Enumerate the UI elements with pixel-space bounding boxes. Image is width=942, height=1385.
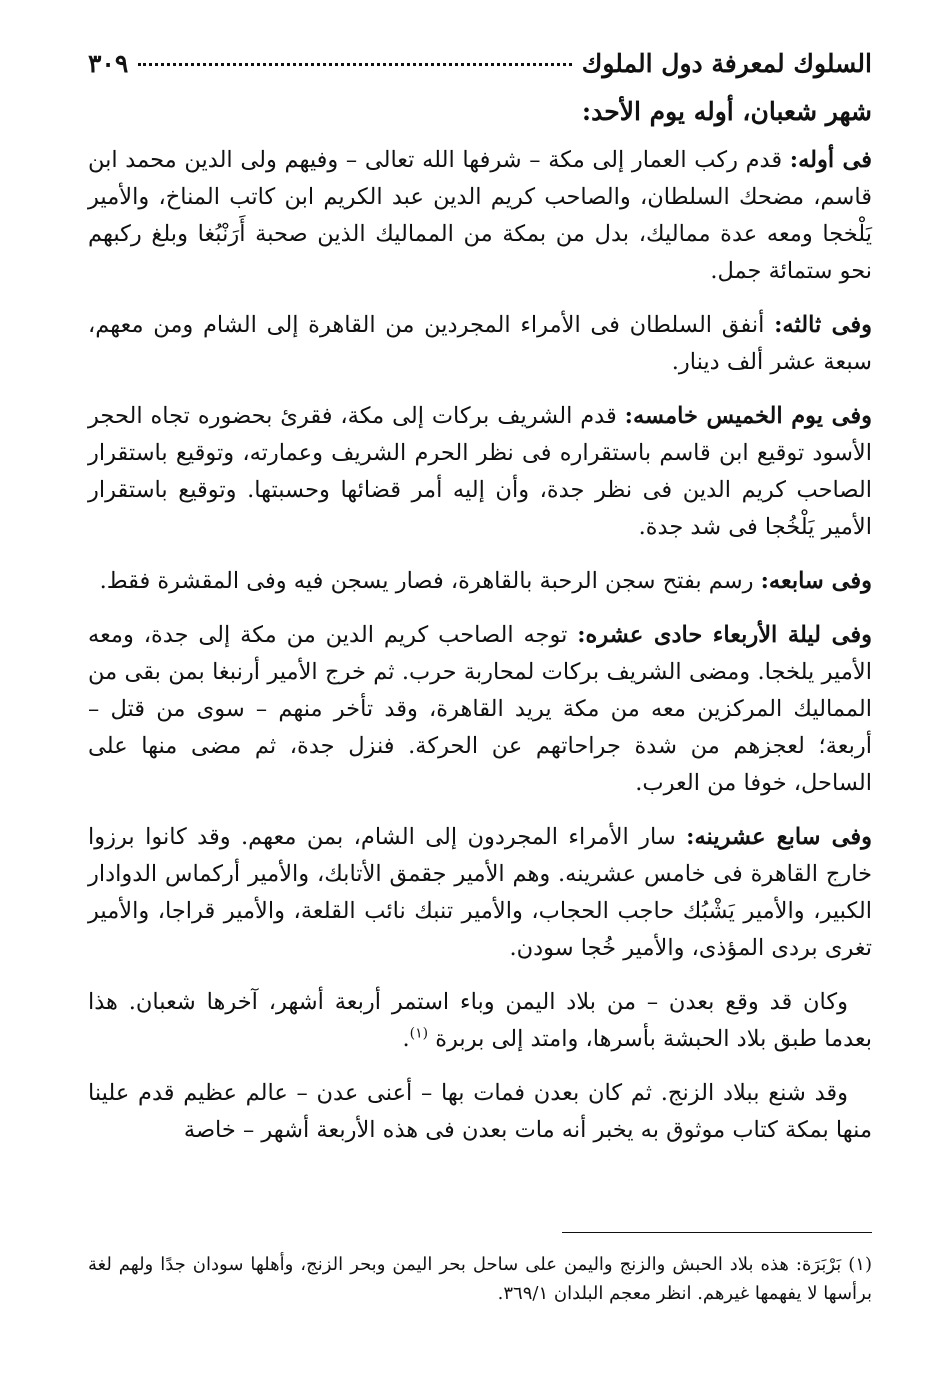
page-number: ٣٠٩ [88, 49, 129, 78]
book-title: السلوك لمعرفة دول الملوك [581, 49, 872, 78]
leader-dots [138, 49, 571, 66]
paragraph [88, 142, 872, 290]
paragraph-text: سار الأمراء المجردون إلى الشام، بمن معهم. وقد كانوا برزوا خارج القاهرة فى خامس عشرينه. وهم الأمير جقمق الأتابك، والأمير أركماس الدوادار الكبير، والأمير يَشْبُك حاجب الحجاب، والأمير تنبك نائب القلعة، والأمير قراجا، والأمير تغرى بردى المؤذى، والأمير خُجا سودن. [88, 824, 872, 961]
paragraph-text: رسم بفتح سجن الرحبة بالقاهرة، فصار يسجن فيه وفى المقشرة فقط. [99, 568, 761, 594]
paragraph-text: قدم الشريف بركات إلى مكة، فقرئ بحضوره تجاه الحجر الأسود توقيع ابن قاسم باستقراره فى نظر الحرم الشريف وعمارته، وتوقيع باستقرار الصاحب كريم الدين فى نظر جدة، وأن إليه أمر قضائها وحسبتها. وتوقيع باستقرار الأمير يَلْخُجا فى شد جدة. [88, 403, 872, 540]
paragraph-lead: وفى ليلة الأربعاء حادى عشره: [577, 622, 872, 648]
footnotes [88, 1250, 872, 1308]
paragraph [88, 307, 872, 381]
footnote-reference: (١) [409, 1025, 429, 1042]
paragraph-lead: وفى ثالثه: [774, 312, 873, 338]
paragraph [88, 563, 872, 600]
paragraph-text: وكان قد وقع بعدن – من بلاد اليمن وباء استمر أربعة أشهر، آخرها شعبان. هذا بعدما طبق بلاد الحبشة بأسرها، وامتد إلى بربرة [88, 989, 872, 1052]
running-header [88, 40, 872, 88]
month-heading: شهر شعبان، أوله يوم الأحد: [581, 97, 872, 126]
paragraph-text: توجه الصاحب كريم الدين من مكة إلى جدة، ومعه الأمير يلخجا. ومضى الشريف بركات لمحاربة حرب. ثم خرج الأمير أرنبغا بمن بقى من المماليك المركزين معه من مكة يريد القاهرة، وقد تأخر منهم – سوى من قتل – أربعة؛ لعجزهم من شدة جراحاتهم عن الحركة. فنزل جدة، ثم مضى منها على الساحل، خوفا من العرب. [88, 622, 872, 796]
paragraph-lead: وفى يوم الخميس خامسه: [624, 403, 873, 429]
footnote-text: بَرْبَرَة: هذه بلاد الحبش والزنج واليمن على ساحل بحر اليمن وبحر الزنج، وأهلها سودان جدًا ولهم لغة برأسها لا يفهمها غيرهم. انظر معجم البلدان ٣٦٩/١. [88, 1254, 872, 1304]
paragraph [88, 1075, 872, 1149]
paragraph-text: أنفق السلطان فى الأمراء المجردين من القاهرة إلى الشام ومن معهم، سبعة عشر ألف دينار. [88, 312, 872, 375]
paragraph-lead: وفى سابعه: [760, 568, 872, 594]
book-page [88, 40, 872, 1166]
paragraph-text: وقد شنع ببلاد الزنج. ثم كان بعدن فمات بها – أعنى عدن – عالم عظيم قدم علينا منها بمكة كتاب موثوق به يخبر أنه مات بعدن فى هذه الأربعة أشهر – خاصة [88, 1080, 872, 1143]
paragraph-text: قدم ركب العمار إلى مكة – شرفها الله تعالى – وفيهم ولى الدين محمد ابن قاسم، مضحك السلطان، والصاحب كريم الدين عبد الكريم ابن كاتب المناخ، والأمير يَلْخجا ومعه عدة مماليك، بدل من بمكة من المماليك الذين صحبة أَرَنْبُغا وبلغ ركبهم نحو ستمائة جمل. [88, 147, 872, 284]
paragraph [88, 819, 872, 967]
paragraph-tail: . [402, 1026, 410, 1052]
paragraph [88, 984, 872, 1058]
paragraph [88, 617, 872, 802]
footnote-marker: (١) [848, 1254, 872, 1275]
footnote-divider [562, 1232, 872, 1233]
paragraph-lead: فى أوله: [789, 147, 872, 173]
paragraph-lead: وفى سابع عشرينه: [686, 824, 872, 850]
paragraph [88, 398, 872, 546]
